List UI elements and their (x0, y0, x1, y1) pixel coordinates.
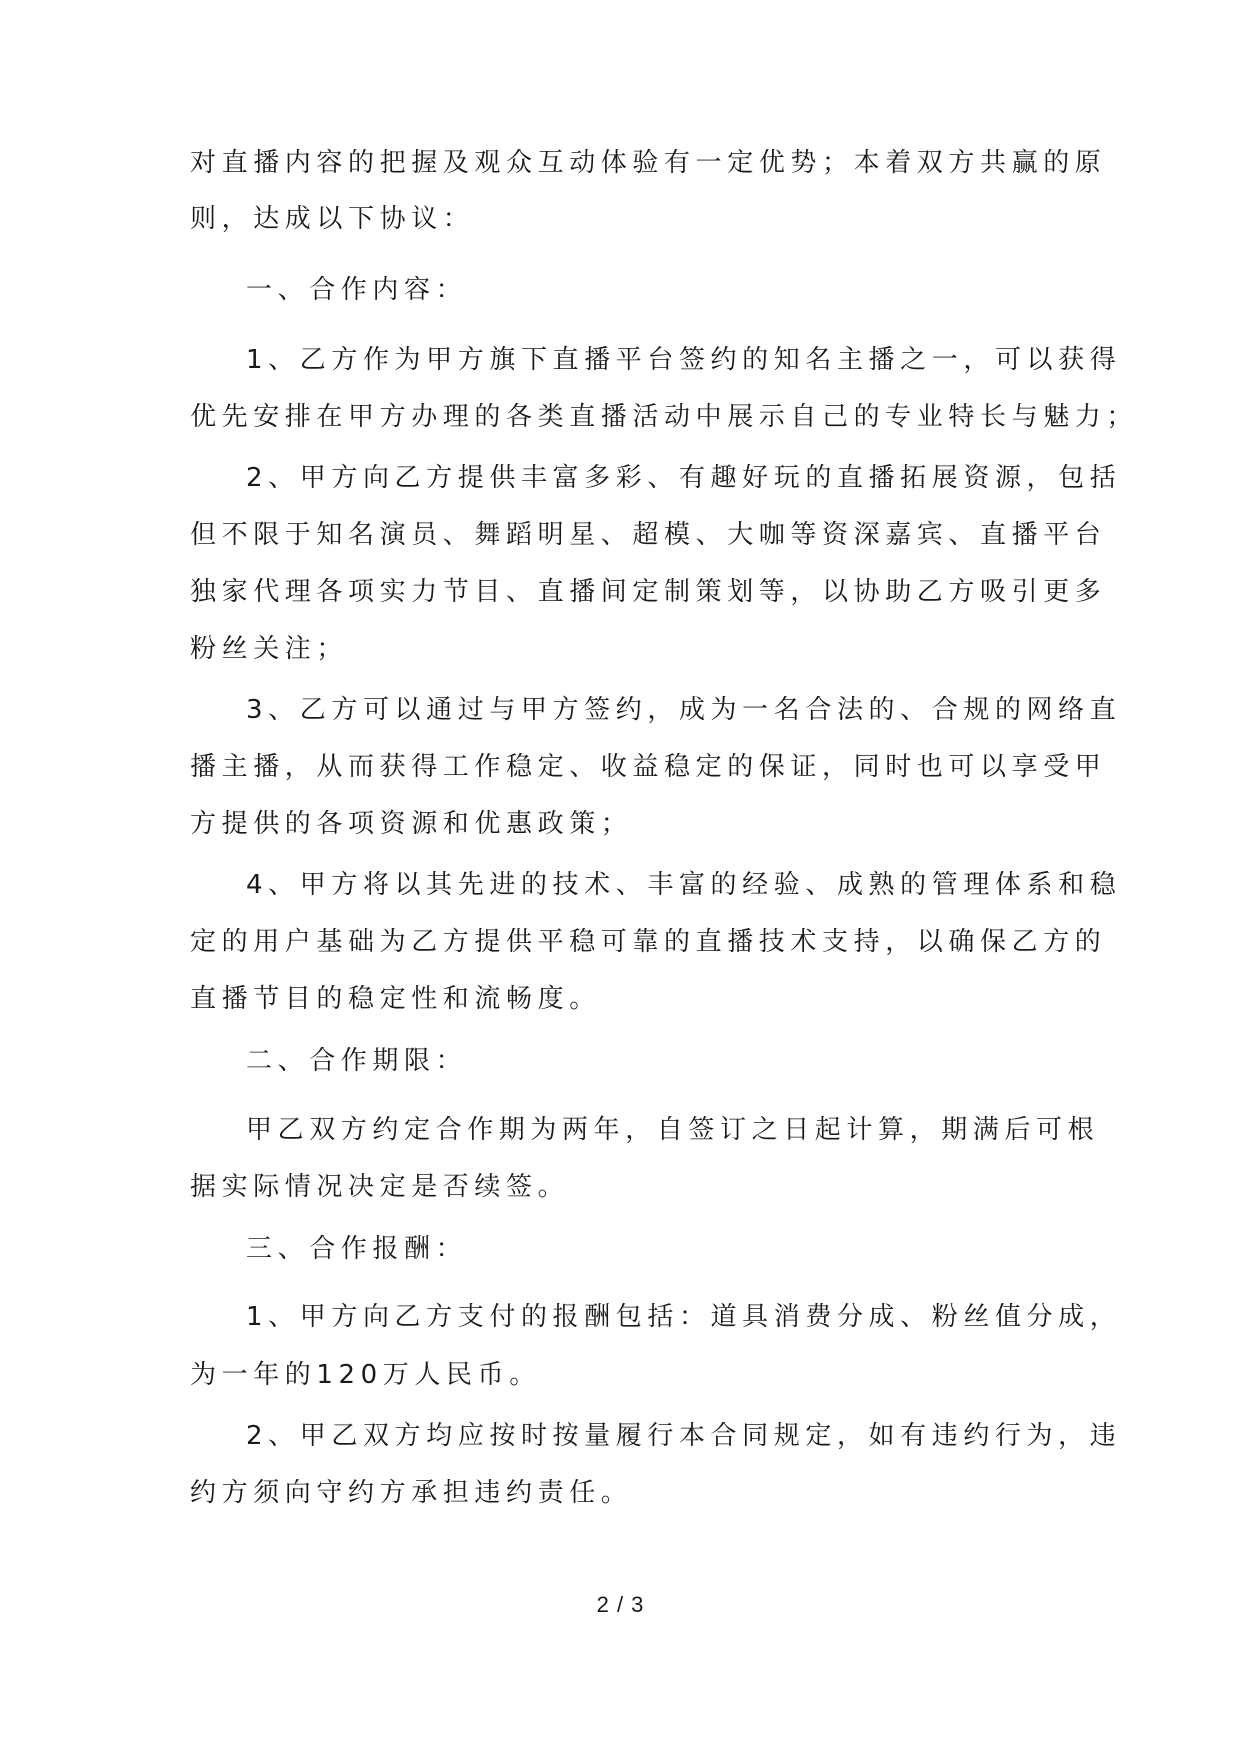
text-line: 对直播内容的把握及观众互动体验有一定优势；本着双方共赢的原 (190, 148, 1107, 178)
text-line: 2、甲方向乙方提供丰富多彩、有趣好玩的直播拓展资源，包括 (246, 463, 1122, 493)
text-line: 2、甲乙双方均应按时按量履行本合同规定，如有违约行为，违 (246, 1421, 1122, 1451)
text-line: 1、乙方作为甲方旗下直播平台签约的知名主播之一，可以获得 (246, 345, 1122, 375)
section-heading: 三、合作报酬： (246, 1234, 468, 1264)
text-line: 甲乙双方约定合作期为两年，自签订之日起计算，期满后可根 (246, 1115, 1100, 1145)
text-line: 则，达成以下协议： (190, 204, 475, 234)
text-line: 播主播，从而获得工作稳定、收益稳定的保证，同时也可以享受甲 (190, 752, 1107, 782)
text-line: 3、乙方可以通过与甲方签约，成为一名合法的、合规的网络直 (246, 695, 1122, 725)
text-line: 4、甲方将以其先进的技术、丰富的经验、成熟的管理体系和稳 (246, 870, 1122, 900)
text-line: 约方须向守约方承担违约责任。 (190, 1478, 633, 1508)
text-line: 优先安排在甲方办理的各类直播活动中展示自己的专业特长与魅力； (190, 402, 1139, 432)
text-line: 为一年的120万人民币。 (190, 1360, 541, 1390)
text-line: 据实际情况决定是否续签。 (190, 1172, 570, 1202)
section-heading: 二、合作期限： (246, 1046, 468, 1076)
page-number: 2 / 3 (596, 1592, 645, 1617)
text-line: 独家代理各项实力节目、直播间定制策划等，以协助乙方吸引更多 (190, 577, 1107, 607)
text-line: 方提供的各项资源和优惠政策； (190, 809, 633, 839)
text-line: 定的用户基础为乙方提供平稳可靠的直播技术支持，以确保乙方的 (190, 927, 1107, 957)
text-line: 粉丝关注； (190, 634, 349, 664)
text-line: 但不限于知名演员、舞蹈明星、超模、大咖等资深嘉宾、直播平台 (190, 520, 1107, 550)
text-line: 直播节目的稳定性和流畅度。 (190, 984, 601, 1014)
text-line: 1、甲方向乙方支付的报酬包括：道具消费分成、粉丝值分成， (246, 1302, 1122, 1332)
section-heading: 一、合作内容： (246, 275, 468, 305)
